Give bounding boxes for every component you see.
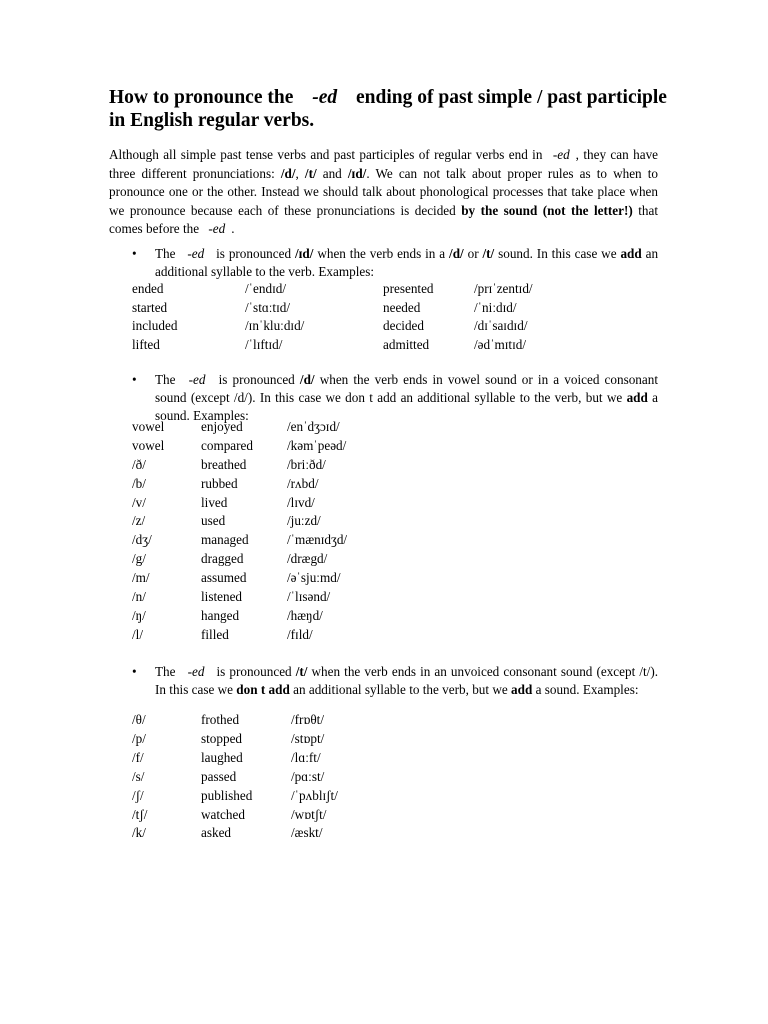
bullet-d-rule <box>132 371 658 425</box>
bullet-emphasis: add <box>626 390 648 405</box>
verb: stopped <box>201 731 243 746</box>
bullet-emphasis: add <box>620 246 642 261</box>
ipa: /ɪnˈkluːdɪd/ <box>245 318 305 333</box>
intro-ed: -ed <box>552 147 570 162</box>
title-text: How to pronounce the <box>109 87 294 108</box>
verb: managed <box>201 532 249 547</box>
sound: /v/ <box>132 495 146 510</box>
ipa: /lɑːft/ <box>291 750 321 765</box>
bullet-emphasis: add <box>511 682 533 697</box>
phoneme-d: /d/ <box>449 246 464 261</box>
bullet-word: when the verb ends in a <box>317 246 446 261</box>
phoneme-t: /t/ <box>295 664 308 679</box>
verb: ended <box>132 281 164 296</box>
title-text-continued: ending of past simple / past participle in English regular verbs. <box>109 87 667 131</box>
sound: /tʃ/ <box>132 807 148 822</box>
ipa: /ˈstɑːtɪd/ <box>245 300 290 315</box>
page-title <box>109 86 669 132</box>
verb: presented <box>383 281 434 296</box>
intro-text: . We can not talk about proper rules as to when to pronounce one or the other. Instead we should talk about phonological processes that take place when we pronounce because each of these pronunciations is decided <box>109 165 658 218</box>
verb: needed <box>383 300 421 315</box>
verb: asked <box>201 825 232 840</box>
bullet-word: when the verb ends in an unvoiced consonant sound (except /t/). In this case we <box>155 664 659 697</box>
ipa: /frɒθt/ <box>291 712 324 727</box>
sound: /n/ <box>132 589 146 604</box>
ipa: /drægd/ <box>287 551 328 566</box>
intro-emphasis: by the sound (not the letter!) <box>461 202 633 218</box>
ipa: /ˈlɪftɪd/ <box>245 337 283 352</box>
bullet-word: The <box>155 372 176 387</box>
sound: /ŋ/ <box>132 608 146 623</box>
ipa: /æskt/ <box>291 825 323 840</box>
ipa: /dɪˈsaɪdɪd/ <box>474 318 528 333</box>
ipa: /əˈsjuːmd/ <box>287 570 341 585</box>
phoneme-t: /t/ <box>482 246 495 261</box>
verb: included <box>132 318 178 333</box>
sound: /b/ <box>132 476 146 491</box>
ipa: /stɒpt/ <box>291 731 325 746</box>
bullet-word: an additional syllable to the verb, but we <box>293 682 508 697</box>
ipa: /pɑːst/ <box>291 769 325 784</box>
verb: compared <box>201 438 253 453</box>
bullet-word: or <box>467 246 479 261</box>
verb: enjoyed <box>201 419 243 434</box>
bullet-ed: -ed <box>187 664 205 679</box>
verb: used <box>201 513 226 528</box>
ipa: /lɪvd/ <box>287 495 315 510</box>
sound: /p/ <box>132 731 146 746</box>
ipa: /briːðd/ <box>287 457 326 472</box>
sound: /m/ <box>132 570 150 585</box>
phoneme-t: /t/ <box>304 165 317 181</box>
ipa: /ˈpʌblɪʃt/ <box>291 788 338 803</box>
ipa: /ˈniːdɪd/ <box>474 300 517 315</box>
sound: vowel <box>132 438 165 453</box>
ipa: /kəmˈpeəd/ <box>287 438 347 453</box>
bullet-text <box>155 663 658 699</box>
bullet-word: is pronounced <box>218 372 295 387</box>
sound: /l/ <box>132 627 143 642</box>
phoneme-id: /ɪd/ <box>294 246 314 261</box>
phoneme-d: /d/ <box>299 372 315 387</box>
verb: started <box>132 300 168 315</box>
bullet-text <box>155 371 658 425</box>
sound: /k/ <box>132 825 146 840</box>
sound: /g/ <box>132 551 146 566</box>
ipa: /enˈdʒɔɪd/ <box>287 419 340 434</box>
bullet-word: when the verb ends in vowel sound or in a voiced consonant sound (except /d/). In this case we don t add an additional syllable to the verb, but we <box>155 372 659 405</box>
verb: published <box>201 788 253 803</box>
bullet-word: is pronounced <box>216 246 292 261</box>
intro-text: , they can have three different pronunciations: <box>109 147 659 181</box>
bullet-id-rule <box>132 245 658 281</box>
bullet-dot: • <box>132 372 137 387</box>
ipa: /wɒtʃt/ <box>291 807 327 822</box>
bullet-word: a sound. Examples: <box>535 682 639 697</box>
verb: rubbed <box>201 476 238 491</box>
sound: /ð/ <box>132 457 146 472</box>
ipa: /ˈlɪsənd/ <box>287 589 331 604</box>
intro-text: that comes before the <box>109 202 659 237</box>
sound: /θ/ <box>132 712 146 727</box>
intro-text: . <box>231 221 235 237</box>
verb: dragged <box>201 551 244 566</box>
verb: passed <box>201 769 237 784</box>
bullet-dot: • <box>132 664 137 679</box>
verb: laughed <box>201 750 243 765</box>
intro-paragraph <box>109 146 658 239</box>
bullet-text <box>155 245 658 281</box>
title-ed-suffix: -ed <box>312 87 338 108</box>
phoneme-d: /d/ <box>280 165 296 181</box>
bullet-ed: -ed <box>188 372 206 387</box>
verb: frothed <box>201 712 240 727</box>
verb: breathed <box>201 457 247 472</box>
sound: vowel <box>132 419 165 434</box>
bullet-word: The <box>155 664 176 679</box>
bullet-word: is pronounced <box>216 664 292 679</box>
ipa: /rʌbd/ <box>287 476 319 491</box>
bullet-word: The <box>155 246 176 261</box>
bullet-emphasis: don t add <box>236 682 290 697</box>
intro-ed: -ed <box>208 221 226 237</box>
sound: /dʒ/ <box>132 532 152 547</box>
ipa: /hæŋd/ <box>287 608 323 623</box>
bullet-t-rule <box>132 663 658 699</box>
verb: watched <box>201 807 245 822</box>
verb: decided <box>383 318 425 333</box>
verb: admitted <box>383 337 430 352</box>
bullet-word: a sound. Examples: <box>155 390 659 423</box>
phoneme-id: /ɪd/ <box>347 165 367 181</box>
ipa: /juːzd/ <box>287 513 321 528</box>
sound: /z/ <box>132 513 146 528</box>
intro-comma: , <box>295 165 299 181</box>
sound: /ʃ/ <box>132 788 144 803</box>
verb: lifted <box>132 337 160 352</box>
intro-text: and <box>322 165 342 181</box>
bullet-word: an additional syllable to the verb. Examples: <box>155 246 659 279</box>
bullet-ed: -ed <box>187 246 205 261</box>
verb: assumed <box>201 570 247 585</box>
verb: listened <box>201 589 243 604</box>
ipa: /ˈendɪd/ <box>245 281 287 296</box>
verb: lived <box>201 495 228 510</box>
sound: /f/ <box>132 750 144 765</box>
ipa: /ədˈmɪtɪd/ <box>474 337 527 352</box>
bullet-word: sound. In this case we <box>498 246 617 261</box>
verb: hanged <box>201 608 240 623</box>
ipa: /ˈmænɪdʒd/ <box>287 532 348 547</box>
ipa: /prɪˈzentɪd/ <box>474 281 533 296</box>
bullet-dot: • <box>132 246 137 261</box>
ipa: /fɪld/ <box>287 627 313 642</box>
verb: filled <box>201 627 229 642</box>
intro-text: Although all simple past tense verbs and past participles of regular verbs end in <box>109 147 543 162</box>
sound: /s/ <box>132 769 145 784</box>
